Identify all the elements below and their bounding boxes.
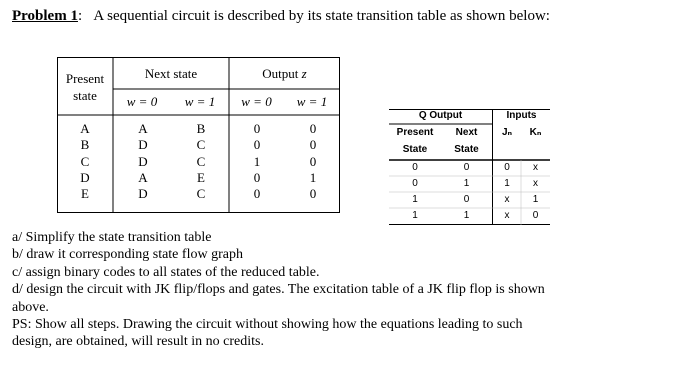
header-inputs: Inputs: [506, 110, 537, 121]
state-table-cell: E: [81, 186, 89, 202]
state-table-cell: 0: [253, 169, 261, 185]
jn-cell: 0: [504, 162, 510, 173]
state-table-cell: A: [80, 121, 90, 136]
present-state-cell: 0: [412, 162, 418, 173]
header-next: Next: [455, 127, 478, 138]
problem-title: [12, 8, 550, 25]
state-table-cell: C: [196, 186, 206, 202]
state-table-cell: E: [197, 169, 205, 185]
state-table-cell: A: [138, 121, 148, 136]
jn-cell: x: [504, 210, 510, 221]
state-table-cell: C: [196, 137, 206, 153]
problem-colon: :: [77, 8, 83, 24]
header-present: Present: [65, 71, 105, 86]
output-w0-column: [237, 121, 277, 202]
subheader-next-w1: w = 1: [184, 94, 216, 109]
present-state-cell: 0: [412, 178, 418, 189]
ps-line1: PS: Show all steps. Drawing the circuit without showing how the equations leading to such: [12, 317, 523, 333]
state-table-cell: 0: [309, 153, 317, 169]
present-state-cell: 1: [412, 194, 418, 205]
jn-cell: x: [504, 194, 510, 205]
ps-line2: design, are obtained, will result in no credits.: [12, 334, 264, 350]
state-table-cell: 1: [309, 169, 317, 185]
jk-excitation-table: [389, 109, 550, 225]
task-a: a/ Simplify the state transition table: [12, 230, 212, 245]
problem-statement: A sequential circuit is described by its state transition table as shown below:: [93, 8, 550, 24]
state-table-cell: D: [138, 186, 148, 202]
subheader-next-w0: w = 0: [126, 94, 158, 109]
subheader-output-w1: w = 1: [296, 94, 328, 109]
header-jn: Jₙ: [501, 127, 513, 138]
state-table-cell: 0: [309, 186, 317, 202]
header-state: state: [73, 88, 97, 103]
next-state-w1-column: [181, 121, 221, 202]
state-table-cell: 0: [253, 121, 261, 136]
header-next-state: Next state: [144, 66, 198, 81]
state-table-cell: A: [138, 169, 148, 185]
kn-cell: 0: [532, 210, 539, 221]
next-state-cell: 0: [463, 162, 470, 173]
state-transition-table: [57, 57, 340, 213]
state-table-cell: D: [80, 169, 90, 185]
kn-cell: x: [533, 162, 538, 173]
header-next-state: State: [454, 144, 479, 155]
state-table-cell: 1: [253, 153, 261, 169]
state-table-cell: 0: [309, 121, 317, 136]
header-output: Output z: [262, 66, 307, 81]
problem-label: Problem 1: [12, 8, 78, 24]
kn-cell: x: [533, 178, 538, 189]
subheader-output-w0: w = 0: [241, 94, 272, 109]
task-b: b/ draw it corresponding state flow graph: [12, 247, 243, 263]
present-state-column: [57, 121, 113, 202]
state-table-cell: 0: [253, 186, 261, 202]
output-w1-column: [293, 121, 333, 202]
problem-tasks: [12, 229, 672, 351]
state-table-cell: D: [138, 153, 148, 169]
state-table-cell: B: [196, 121, 206, 136]
next-state-cell: 1: [463, 210, 470, 221]
header-state: State: [402, 144, 428, 155]
next-state-w0-column: [123, 121, 163, 202]
state-table-cell: B: [80, 137, 90, 153]
state-table-cell: 0: [309, 137, 317, 153]
state-table-cell: 0: [253, 137, 261, 153]
state-table-cell: C: [80, 153, 90, 169]
next-state-cell: 1: [463, 178, 470, 189]
next-state-cell: 0: [463, 194, 470, 205]
state-table-cell: C: [196, 153, 206, 169]
task-d-line1: d/ design the circuit with JK flip/flops and gates. The excitation table of a JK flip flop is shown: [12, 282, 545, 298]
kn-cell: 1: [532, 194, 539, 205]
task-c: c/ assign binary codes to all states of the reduced table.: [12, 264, 320, 280]
header-q-output: Q Output: [418, 110, 463, 121]
header-kn: Kₙ: [529, 127, 542, 138]
present-state-cell: 1: [412, 210, 418, 221]
header-present: Present: [396, 127, 434, 138]
state-table-cell: D: [138, 137, 148, 153]
jn-cell: 1: [504, 178, 510, 189]
task-d-line2: above.: [12, 299, 49, 315]
